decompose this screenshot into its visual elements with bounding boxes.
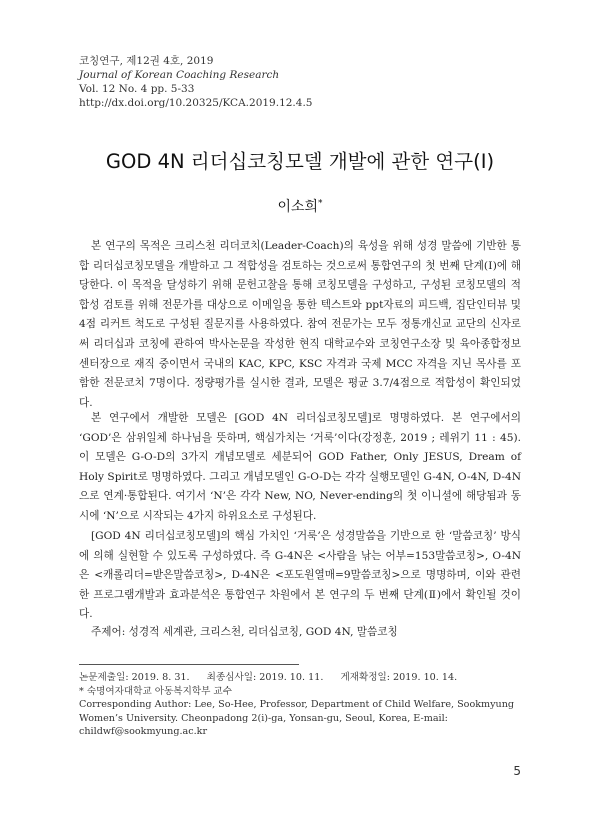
journal-volume: Vol. 12 No. 4 pp. 5-33 — [79, 83, 195, 95]
accepted-date: 게재확정일: 2019. 10. 14. — [340, 672, 458, 683]
author-footnote-mark: * — [318, 198, 323, 209]
journal-issue-line: 코칭연구, 제12권 4호, 2019 — [79, 55, 214, 67]
footnotes — [79, 671, 523, 739]
footnote-divider — [79, 664, 299, 665]
abstract-paragraph-1: 본 연구의 목적은 크리스천 리더코치(Leader-Coach)의 육성을 위해 성경 말씀에 기반한 통합 리더십코칭모델을 개발하고 그 적합성을 검토하는 것으로써 통합연구의 첫 번째 단계(Ⅰ)에 해당한다. 이 목적을 달성하기 위해 문헌고찰을 통해 코칭모델을 구성하고, 구성된 코칭모델의 적합성 검토를 위해 전문가를 대상으로 이메일을 통한 텍스트와 ppt자료의 피드백, 집단인터뷰 및 4점 리커트 척도로 구성된 질문지를 사용하였다. 참여 전문가는 모두 정통개신교 교단의 신자로써 리더십과 코칭에 관하여 박사논문을 작성한 현직 대학교수와 코칭연구소장 및 육아종합정보센터장으로 재직 중이면서 국내의 KAC, KPC, KSC 자격과 국제 MCC 자격을 지닌 목사를 포함한 전문코치 7명이다. 정량평가를 실시한 결과, 모델은 평균 3.7/4점으로 적합성이 확인되었다. — [79, 240, 521, 409]
received-date: 논문제출일: 2019. 8. 31. — [79, 672, 190, 683]
author-line — [0, 196, 600, 216]
keywords-terms: 성경적 세계관, 크리스천, 리더십코칭, GOD 4N, 말씀코칭 — [128, 626, 398, 638]
doi-link[interactable]: http://dx.doi.org/10.20325/KCA.2019.12.4.5 — [79, 97, 313, 109]
reviewed-date: 최종심사일: 2019. 10. 11. — [206, 672, 324, 683]
keywords-label: 주제어: — [91, 626, 126, 638]
journal-name: Journal of Korean Coaching Research — [79, 69, 280, 81]
keywords — [91, 624, 521, 639]
journal-header — [79, 54, 312, 110]
author-affiliation: * 숙명여자대학교 아동복지학부 교수 — [79, 685, 232, 697]
paper-title: GOD 4N 리더십코칭모델 개발에 관한 연구(Ⅰ) — [105, 150, 495, 173]
submission-dates — [79, 671, 523, 685]
author-name: 이소희 — [277, 199, 319, 215]
abstract-paragraph-2: 본 연구에서 개발한 모델은 [GOD 4N 리더십코칭모델]로 명명하였다. 본 연구에서의 ‘GOD’은 삼위일체 하나님을 뜻하며, 핵심가치는 ‘거룩’이다(강정훈, 2019 ; 레위기 11 : 45). 이 모델은 G-O-D의 3가지 개념모델로 세분되어 GOD Father, Only JESUS, Dream of Holy Spirit로 명명하였다. 그리고 개념모델인 G-O-D는 각각 실행모델인 G-4N, O-4N, D-4N으로 연계·통합된다. 여기서 ‘N’은 각각 New, NO, Never-ending의 첫 이니셜에 해당됨과 동시에 ‘N’으로 시작되는 4가지 하위요소로 구성된다. — [79, 412, 521, 522]
abstract-paragraph-3: [GOD 4N 리더십코칭모델]의 핵심 가치인 ‘거룩’은 성경말씀을 기반으로 한 ‘말씀코칭’ 방식에 의해 실현할 수 있도록 구성하였다. 즉 G-4N은 <사람을 낚는 어부=153말씀코칭>, O-4N은 <캐롤리더=받은말씀코칭>, D-4N은 <포도원열매=9말씀코칭>으로 명명하며, 이와 관련한 프로그램개발과 효과분석은 통합연구 차원에서 본 연구의 두 번째 단계(Ⅱ)에서 확인될 것이다. — [79, 530, 521, 621]
page-number: 5 — [513, 764, 521, 778]
corresponding-author: Corresponding Author: Lee, So-Hee, Professor, Department of Child Welfare, Sookmyung Women’s University. Cheonpadong 2(i)-ga, Yonsan-gu, Seoul, Korea, E-mail: childwf@sookmyung.ac.kr — [79, 699, 515, 738]
